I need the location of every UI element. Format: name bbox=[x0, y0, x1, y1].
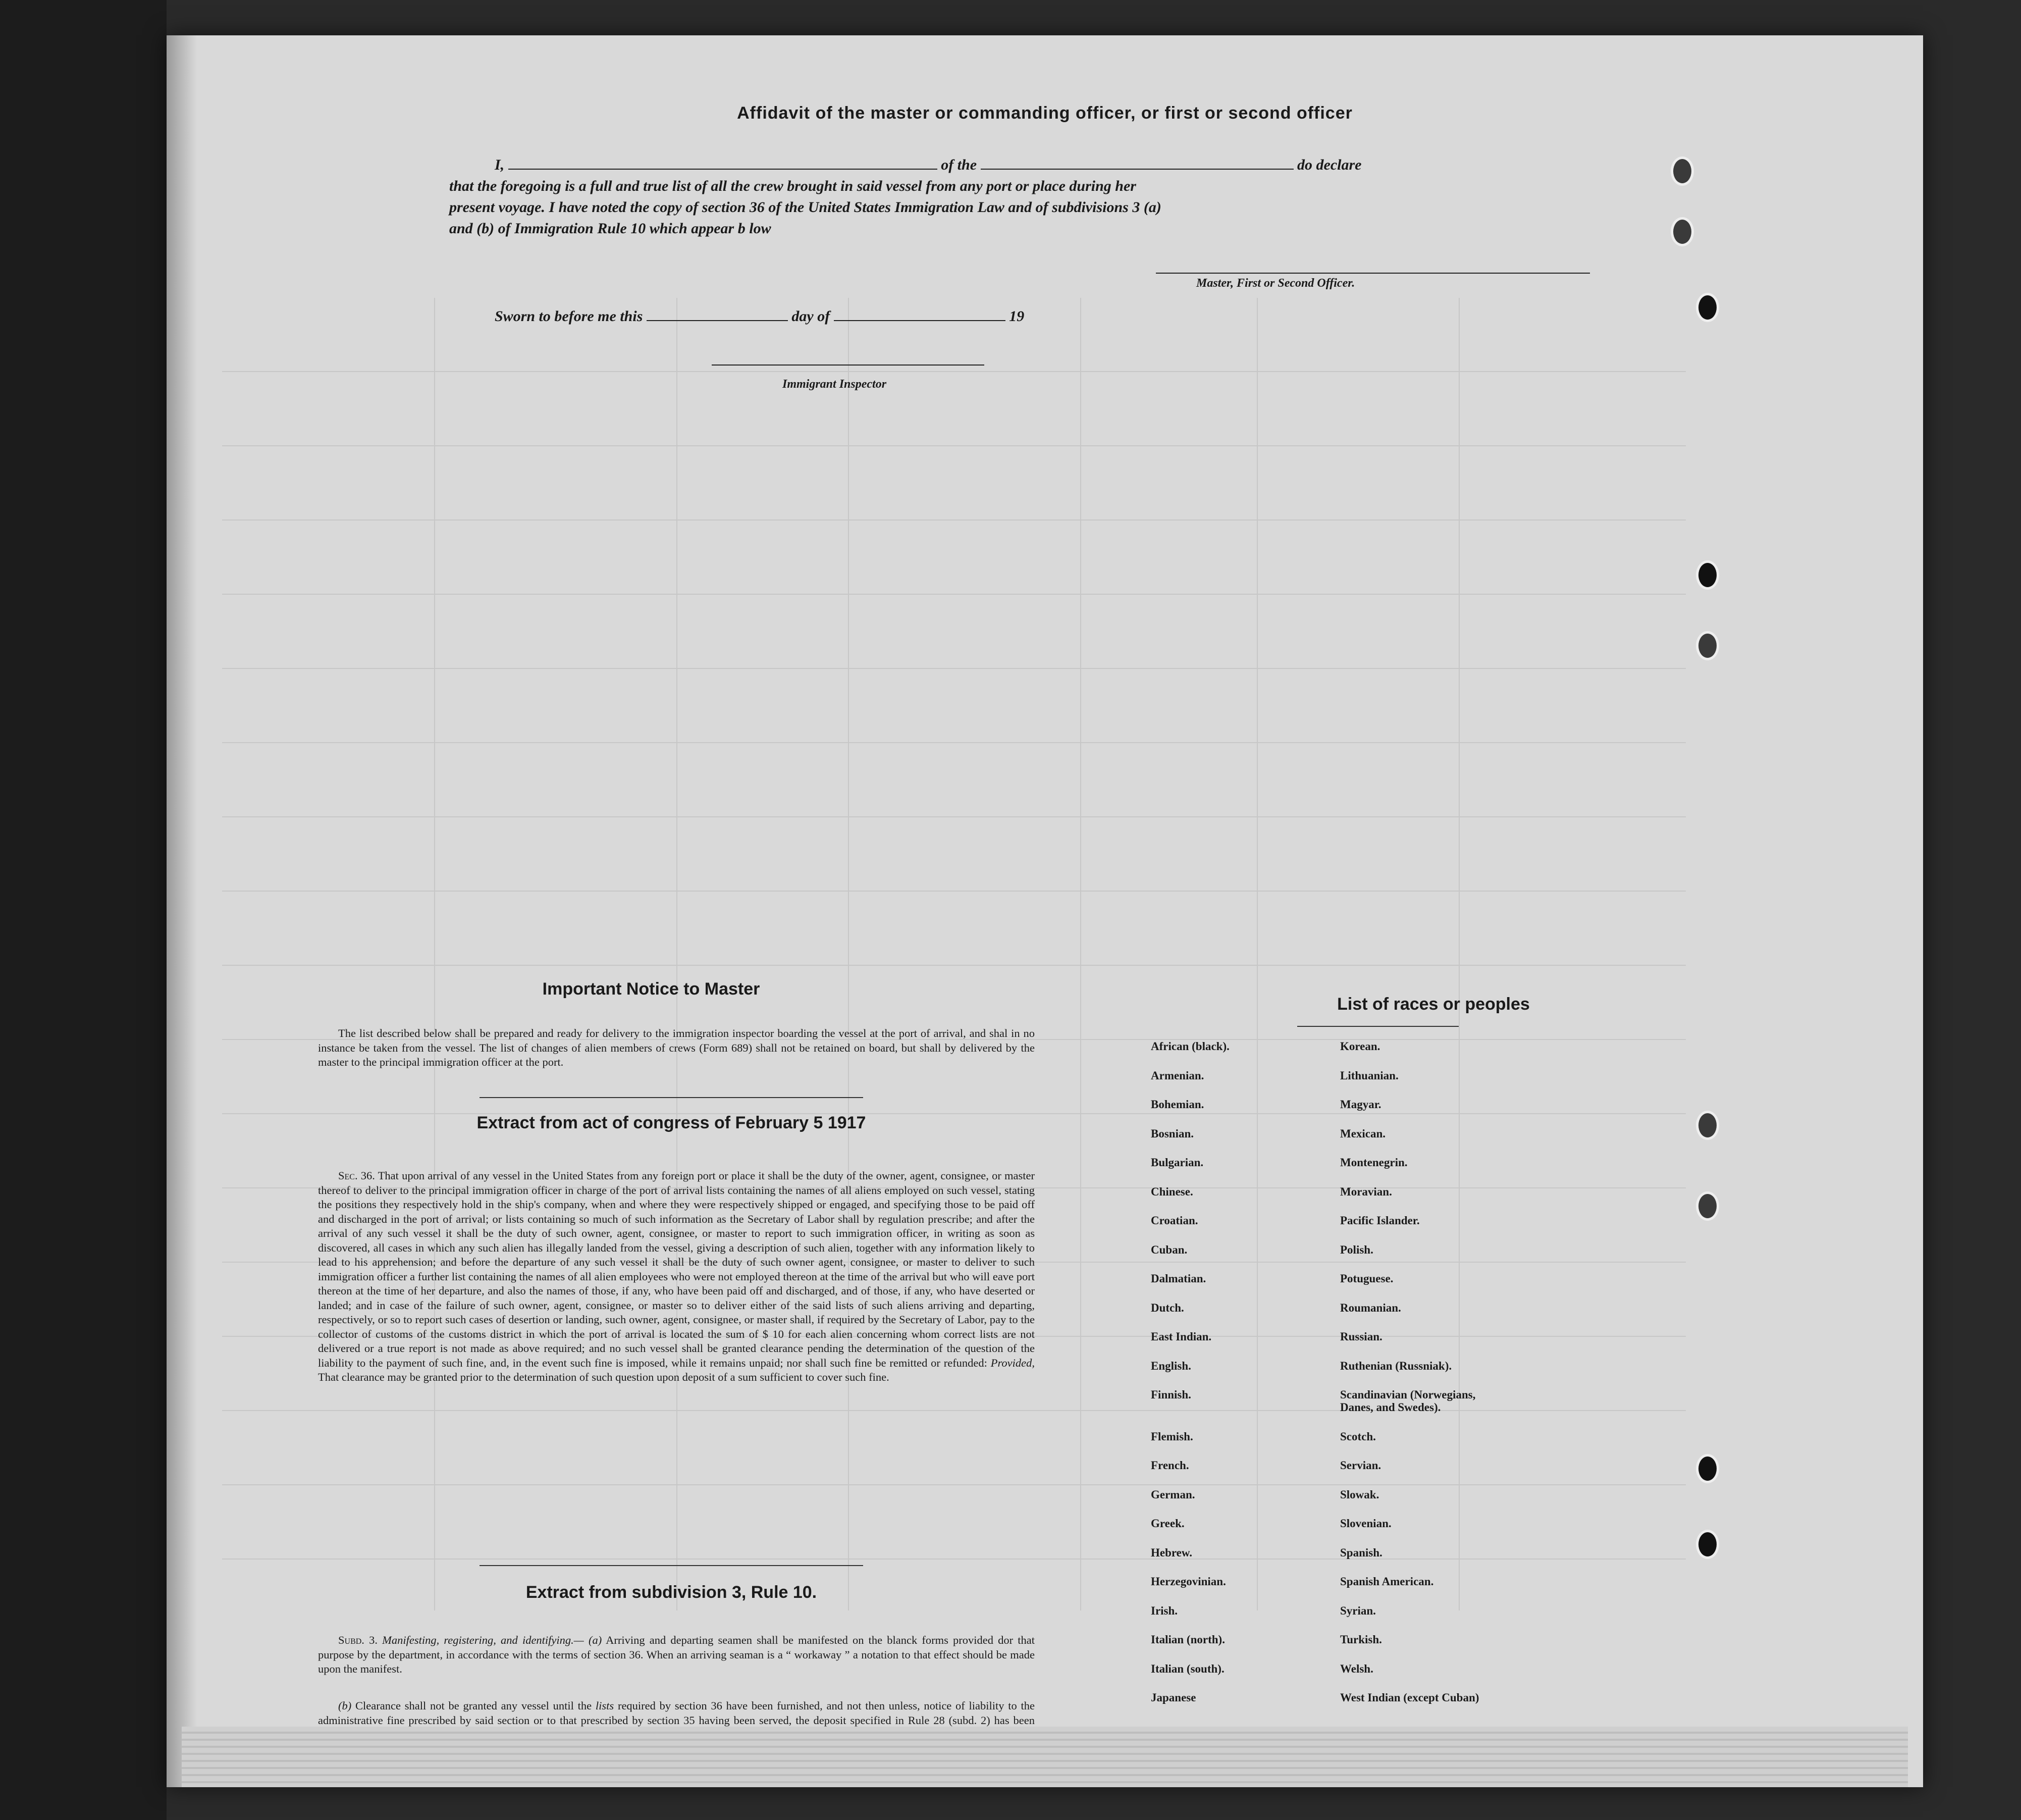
inspector-label: Immigrant Inspector bbox=[782, 378, 887, 391]
race-item: Armenian. bbox=[1151, 1069, 1204, 1082]
affidavit-line-2: that the foregoing is a full and true list of all the crew brought in said vessel from any port or place during her bbox=[449, 178, 1136, 194]
rule-lead-italic: Manifesting, registering, and identifying.— bbox=[382, 1634, 584, 1646]
races-left-column bbox=[1151, 1040, 1230, 1721]
race-item: Korean. bbox=[1340, 1040, 1380, 1053]
name-blank[interactable] bbox=[508, 169, 937, 170]
act-body-end: That clearance may be granted prior to the determination of such question upon deposit of a sum sufficient to cover such fine. bbox=[318, 1371, 889, 1383]
notice-heading: Important Notice to Master bbox=[542, 979, 760, 999]
sworn-prefix: Sworn to before me this bbox=[495, 308, 643, 325]
race-item: Roumanian. bbox=[1340, 1301, 1401, 1314]
race-item: Japanese bbox=[1151, 1691, 1196, 1704]
race-item: Croatian. bbox=[1151, 1214, 1198, 1227]
race-item: Hebrew. bbox=[1151, 1546, 1192, 1559]
rule-b-label: (b) bbox=[338, 1699, 352, 1712]
race-item: Cuban. bbox=[1151, 1243, 1188, 1256]
race-item: Magyar. bbox=[1340, 1098, 1381, 1111]
rule-b-start: Clearance shall not be granted any vessel until the bbox=[355, 1699, 592, 1712]
race-item: Mexican. bbox=[1340, 1127, 1386, 1140]
race-item: Turkish. bbox=[1340, 1633, 1382, 1646]
race-item: Irish. bbox=[1151, 1604, 1178, 1617]
race-item: Scotch. bbox=[1340, 1430, 1376, 1443]
race-item: Scandinavian (Norwegians, bbox=[1340, 1388, 1476, 1401]
affidavit-line-3: present voyage. I have noted the copy of section 36 of the United States Immigration Law and of subdivisions 3 (a) bbox=[449, 199, 1161, 216]
race-item: Montenegrin. bbox=[1340, 1156, 1408, 1169]
race-item: Dalmatian. bbox=[1151, 1272, 1206, 1285]
affidavit-line-1 bbox=[495, 157, 1361, 174]
punch-hole bbox=[1671, 217, 1694, 246]
punch-hole bbox=[1696, 631, 1719, 660]
rule-a-text: Arriving and departing seamen shall be manifested on the blanck forms provided dor that purpose by the department, in accordance with the terms of section 36. When an arriving seaman is a “ workaway ” a notation to that effect should be made upon the manifest. bbox=[318, 1634, 1035, 1675]
signature-label: Master, First or Second Officer. bbox=[1196, 277, 1355, 290]
stacked-page-edges bbox=[182, 1727, 1908, 1787]
punch-hole bbox=[1696, 1191, 1719, 1221]
race-item: Italian (north). bbox=[1151, 1633, 1225, 1646]
manifest-page bbox=[167, 35, 1923, 1787]
race-item: Italian (south). bbox=[1151, 1662, 1225, 1675]
sworn-line bbox=[495, 308, 1024, 325]
race-spacer bbox=[1151, 1418, 1230, 1430]
signature-blank[interactable] bbox=[1156, 273, 1590, 274]
act-text bbox=[318, 1169, 1035, 1385]
punch-hole bbox=[1696, 1111, 1719, 1140]
sworn-year: 19 bbox=[1009, 308, 1025, 325]
race-item: German. bbox=[1151, 1488, 1195, 1501]
race-item: East Indian. bbox=[1151, 1330, 1212, 1343]
punch-hole bbox=[1696, 1454, 1719, 1483]
race-item: Moravian. bbox=[1340, 1185, 1392, 1198]
inspector-blank[interactable] bbox=[712, 365, 984, 366]
punch-hole bbox=[1696, 560, 1719, 590]
race-item: Potuguese. bbox=[1340, 1272, 1394, 1285]
races-right-column bbox=[1340, 1040, 1479, 1721]
race-item: Spanish. bbox=[1340, 1546, 1382, 1559]
rule-b-text: required by section 36 have been furnished, and not then unless, notice of liability to the administrative fine prescribed by said section or to that prescribed by section 35 having been served, the deposit specified in Rule 28 (subd. 2) has been bbox=[318, 1699, 1035, 1727]
race-item: West Indian (except Cuban) bbox=[1340, 1691, 1479, 1704]
affidavit-title: Affidavit of the master or commanding officer, or first or second officer bbox=[737, 103, 1353, 123]
affidavit-of-the-label: of the bbox=[941, 157, 977, 173]
race-item: Russian. bbox=[1340, 1330, 1382, 1343]
act-heading: Extract from act of congress of February 5 1917 bbox=[476, 1113, 866, 1132]
races-title: List of races or peoples bbox=[1337, 995, 1530, 1014]
race-item: Finnish. bbox=[1151, 1388, 1191, 1401]
rule-b-lists: lists bbox=[595, 1699, 614, 1712]
race-item: Slowak. bbox=[1340, 1488, 1379, 1501]
race-item: Bulgarian. bbox=[1151, 1156, 1204, 1169]
race-item: Servian. bbox=[1340, 1459, 1381, 1472]
sworn-day-of: day of bbox=[791, 308, 830, 325]
rule-lead: Subd. 3. bbox=[338, 1634, 378, 1646]
affidavit-i-label: I, bbox=[495, 157, 505, 173]
race-item: Bosnian. bbox=[1151, 1127, 1194, 1140]
race-item: Welsh. bbox=[1340, 1662, 1373, 1675]
notice-text: The list described below shall be prepared and ready for delivery to the immigration inspector boarding the vessel at the port of arrival, and shal in no instance be taken from the vessel. The list of changes of alien members of crews (Form 689) shall not be retained on board, but shall by delivered by the master to the principal immigration officer at the port. bbox=[318, 1027, 1035, 1068]
page-edge-shadow bbox=[167, 35, 197, 1787]
race-item: Syrian. bbox=[1340, 1604, 1376, 1617]
race-item: Flemish. bbox=[1151, 1430, 1193, 1443]
scan-border bbox=[0, 0, 167, 1820]
race-item: Greek. bbox=[1151, 1517, 1185, 1530]
race-item: Spanish American. bbox=[1340, 1575, 1434, 1588]
rule-heading: Extract from subdivision 3, Rule 10. bbox=[525, 1583, 817, 1602]
race-item: Danes, and Swedes). bbox=[1340, 1401, 1441, 1414]
act-body: That upon arrival of any vessel in the United States from any foreign port or place it shall be the duty of the owner, agent, consignee, or master thereof to deliver to the principal immigration officer in charge of the port of arrival lists containing the names of all aliens employed on such vessel, stating the positions they respectively hold in the ship's company, when and where they were respectively shipped or engaged, and specifying those to be paid off and discharged in the port of arrival; or lists containing so much of such information as the Secretary of Labor shall by regulation prescribe; and after the arrival of any such vessel it shall be the duty of such owner, agent, consignee, or master to report to such immigration officer, in writing as soon as discovered, all cases in which any such alien has illegally landed from the vessel, giving a description of such alien, together with any information likely to lead to his apprehension; and before the departure of any such vessel it shall be the duty of such owner agent, consignee, or master to deliver to such immigration officer a further list containing the names of all alien employees who were not employed thereon at the time of the arrival but who will eave port thereon at the time of her departure, and also the names of those, if any, who have been paid off and discharged, and of those, if any, who have deserted or landed; and in case of the failure of such owner, agent, consignee, or master so to deliver either of the said lists of such aliens arriving and departing, respectively, or so to report such cases of desertion or landing, such owner, agent, consignee, or master shall, if required by the Secretary of Labor, pay to the collector of customs of the customs district in which the port of arrival is located the sum of $ 10 for each alien concerning whom correct lists are not delivered or a true report is not made as above required; and no such vessel shall be granted clearance pending the determination of the question of the liability to the payment of such fine, and, in the event such fine is imposed, while it remains unpaid; nor shall such fine be remitted or refunded: bbox=[318, 1169, 1035, 1369]
punch-hole bbox=[1696, 293, 1719, 322]
race-item: Polish. bbox=[1340, 1243, 1373, 1256]
notice-divider bbox=[480, 1097, 863, 1098]
affidavit-line-4: and (b) of Immigration Rule 10 which appear b low bbox=[449, 220, 771, 237]
races-underline bbox=[1297, 1026, 1459, 1027]
vessel-blank[interactable] bbox=[981, 169, 1294, 170]
race-item: Lithuanian. bbox=[1340, 1069, 1399, 1082]
race-item: Herzegovinian. bbox=[1151, 1575, 1226, 1588]
punch-hole bbox=[1696, 1530, 1719, 1559]
race-item: Slovenian. bbox=[1340, 1517, 1392, 1530]
race-item: Ruthenian (Russniak). bbox=[1340, 1359, 1452, 1372]
race-item: Dutch. bbox=[1151, 1301, 1184, 1314]
race-item: African (black). bbox=[1151, 1040, 1230, 1053]
act-provided: Provided, bbox=[990, 1356, 1035, 1369]
act-lead: Sec. 36. bbox=[338, 1169, 375, 1182]
rule-para-a bbox=[318, 1633, 1035, 1677]
race-item: Bohemian. bbox=[1151, 1098, 1204, 1111]
sworn-day-blank[interactable] bbox=[647, 320, 788, 321]
race-item: French. bbox=[1151, 1459, 1189, 1472]
affidavit-declare-label: do declare bbox=[1297, 157, 1362, 173]
rule-a-label: (a) bbox=[588, 1634, 602, 1646]
act-divider bbox=[480, 1565, 863, 1566]
race-item: English. bbox=[1151, 1359, 1191, 1372]
punch-hole bbox=[1671, 157, 1694, 186]
race-item: Chinese. bbox=[1151, 1185, 1193, 1198]
sworn-month-blank[interactable] bbox=[834, 320, 1005, 321]
race-item: Pacific Islander. bbox=[1340, 1214, 1420, 1227]
